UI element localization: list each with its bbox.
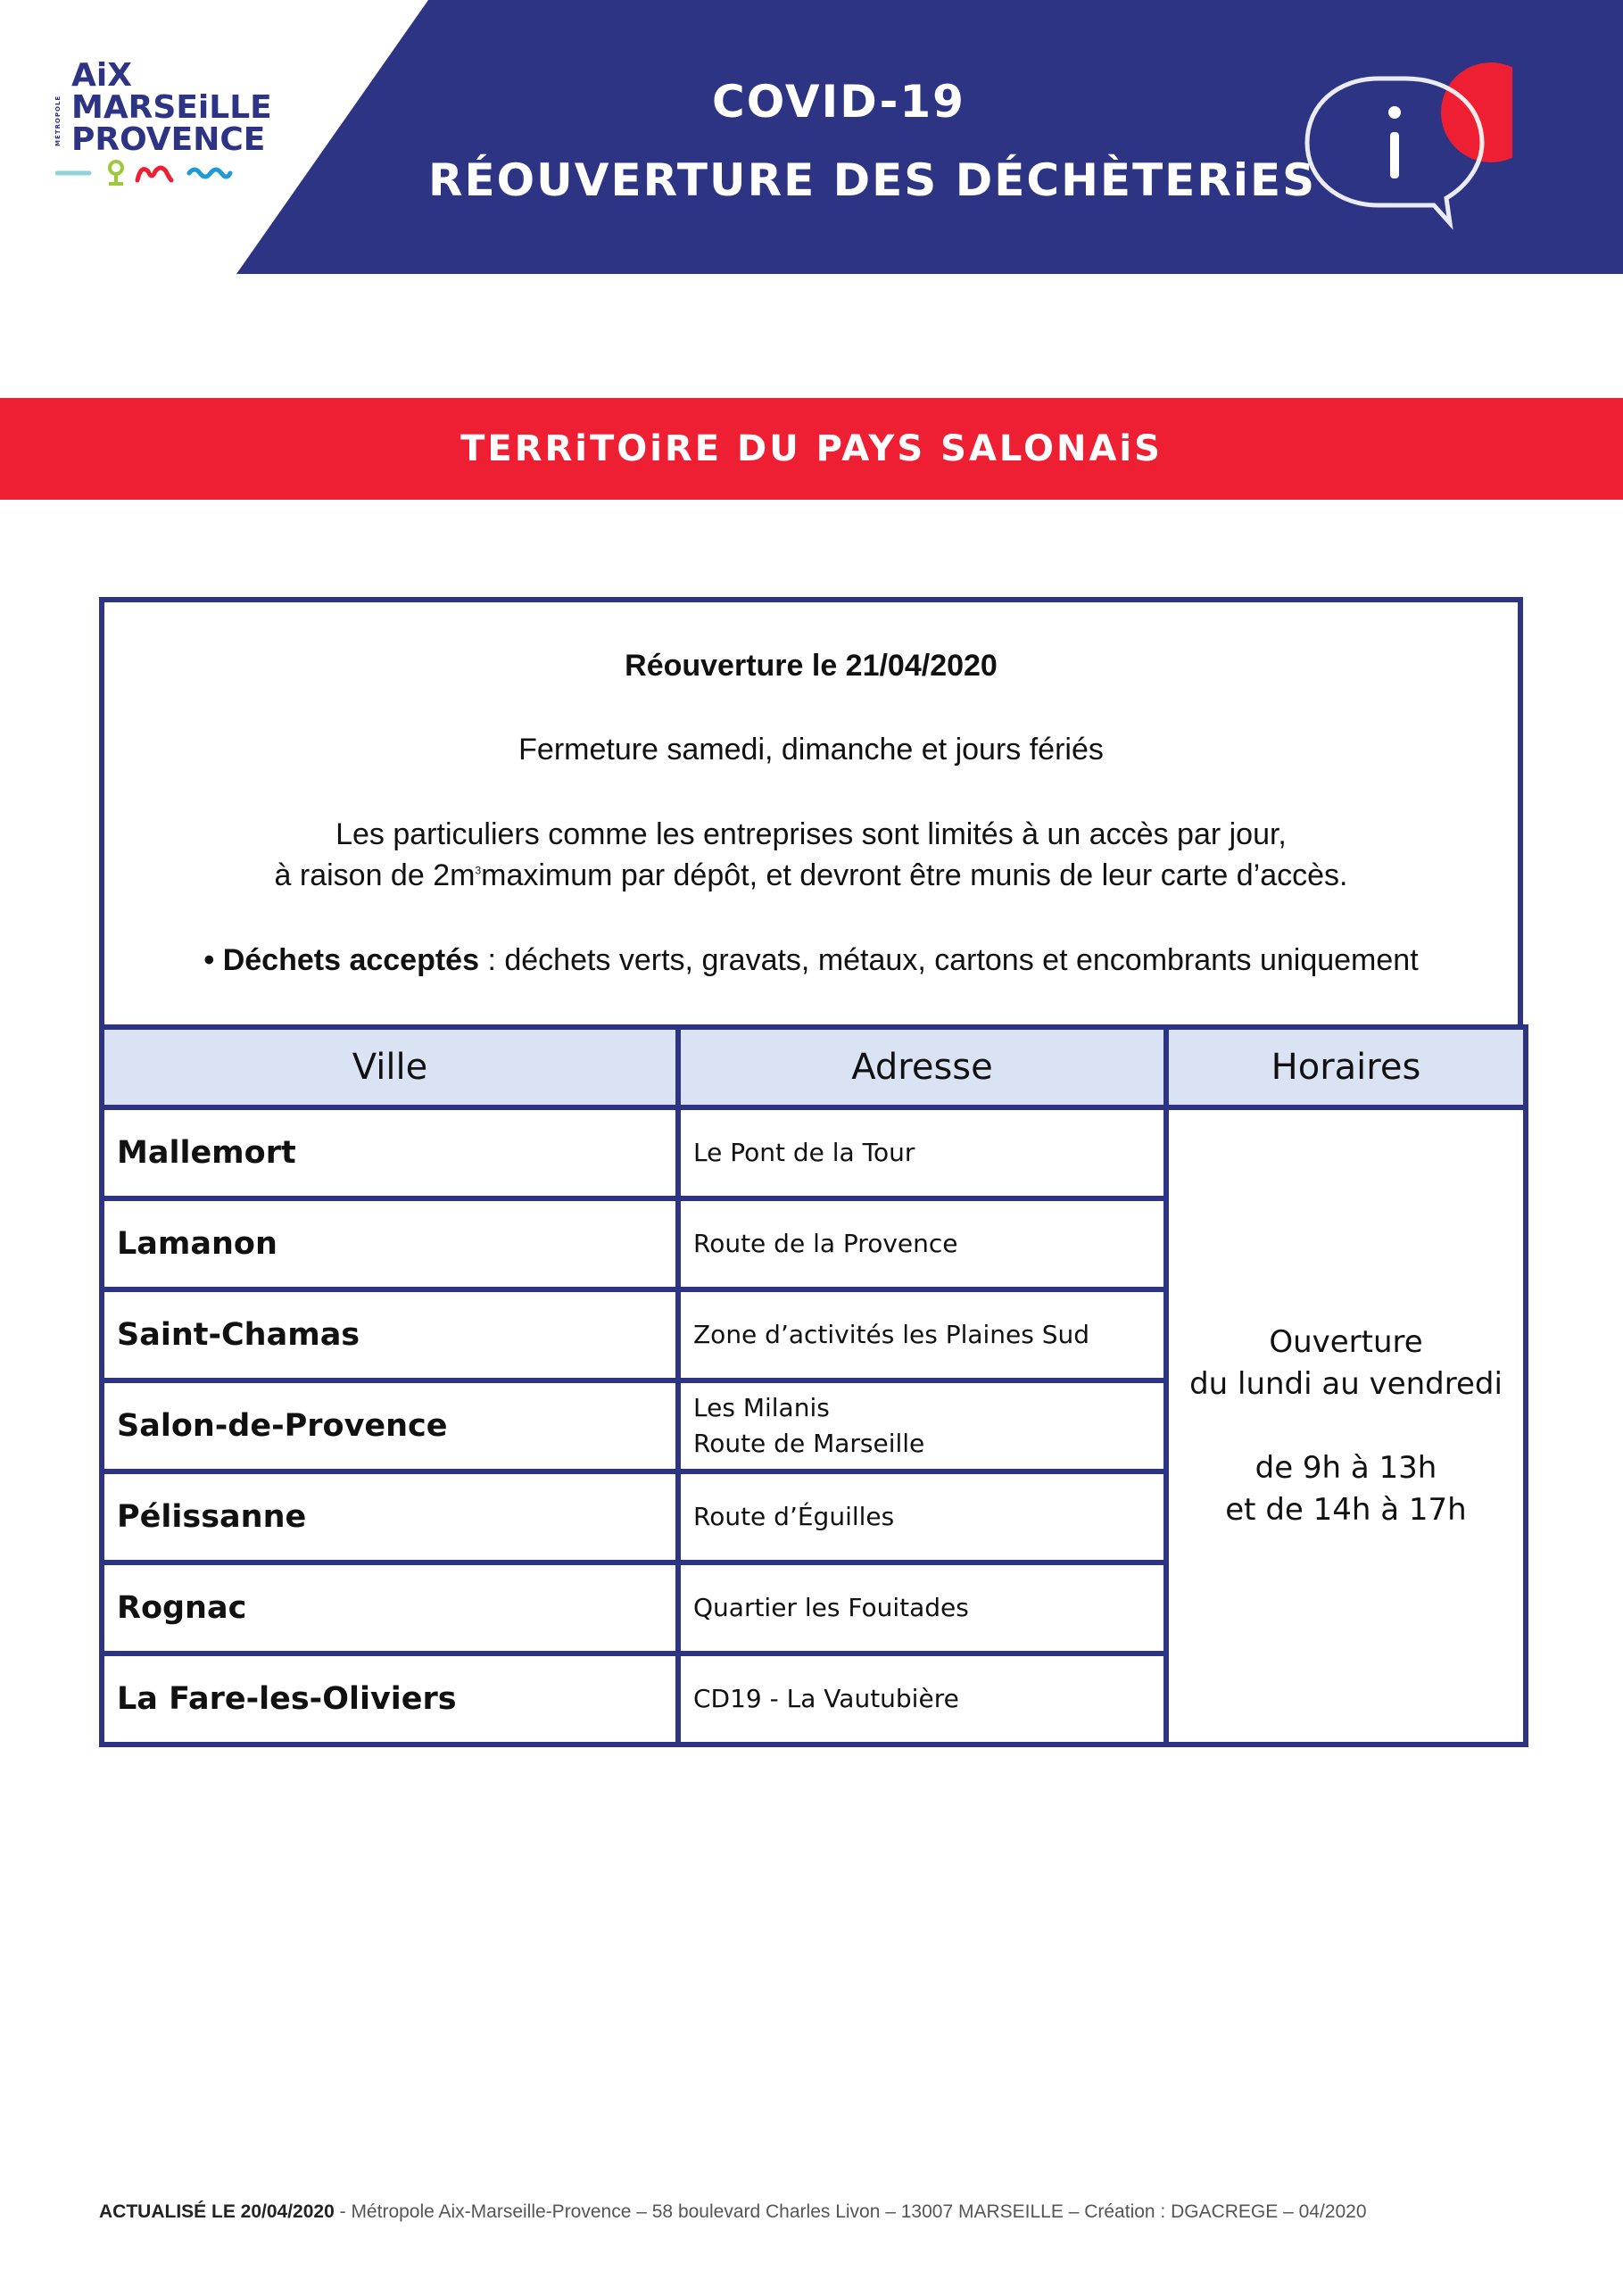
reopening-date: Réouverture le 21/04/2020	[625, 649, 998, 683]
column-header-horaires: Horaires	[1166, 1027, 1526, 1107]
title-line-covid: COVID-19	[712, 76, 965, 128]
volume-superscript: 3	[475, 864, 482, 877]
logo-wave-marks-icon	[55, 159, 269, 189]
table-header-row	[102, 1027, 1526, 1107]
horaires-gap	[1169, 1405, 1523, 1447]
cell-adresse	[678, 1380, 1166, 1471]
table-row	[102, 1107, 1526, 1198]
access-limit-line: Les particuliers comme les entreprises sont limités à un accès par jour,	[335, 817, 1287, 851]
info-box	[99, 597, 1523, 1026]
cell-adresse-line-2: Route de Marseille	[693, 1429, 925, 1458]
accepted-waste-label: Déchets acceptés	[222, 943, 479, 977]
logo-line-provence: PROVENCE	[71, 121, 266, 158]
cell-ville: Mallemort	[102, 1107, 678, 1198]
footer-credits: - Métropole Aix-Marseille-Provence – 58 boulevard Charles Livon – 13007 MARSEILLE – Création : DGACREGE – 04/2020	[334, 2201, 1367, 2222]
cell-adresse: Route de la Provence	[678, 1198, 1166, 1289]
access-volume-line	[104, 858, 1518, 893]
dechetteries-table	[99, 1024, 1528, 1747]
metropole-logo	[54, 57, 272, 193]
volume-prefix: à raison de 2m	[274, 858, 476, 892]
logo-line-marseille: MARSEiLLE	[71, 89, 272, 126]
info-bubble-icon	[1298, 55, 1512, 234]
footer-updated: ACTUALISÉ LE 20/04/2020	[99, 2201, 335, 2222]
cell-adresse-line-1: Les Milanis	[693, 1393, 830, 1422]
logo-line-aix: AiX	[71, 57, 132, 94]
accepted-waste-list: : déchets verts, gravats, métaux, cartons et encombrants uniquement	[479, 943, 1419, 977]
cell-adresse: Route d’Éguilles	[678, 1471, 1166, 1562]
cell-ville: Saint-Chamas	[102, 1289, 678, 1380]
horaires-line-2: du lundi au vendredi	[1189, 1365, 1503, 1402]
horaires-line-3: de 9h à 13h	[1255, 1449, 1437, 1486]
title-line-reouverture: RÉOUVERTURE DES DÉCHÈTERiES	[428, 154, 1317, 206]
page-title	[428, 62, 1317, 220]
accepted-waste-line	[104, 943, 1518, 978]
volume-suffix: maximum par dépôt, et devront être munis de leur carte d’accès.	[481, 858, 1348, 892]
column-header-adresse: Adresse	[678, 1027, 1166, 1107]
cell-horaires	[1166, 1107, 1526, 1745]
horaires-line-4: et de 14h à 17h	[1225, 1491, 1467, 1528]
closure-notice: Fermeture samedi, dimanche et jours fériés	[518, 733, 1104, 767]
footer	[99, 2201, 1367, 2223]
bullet: •	[203, 943, 223, 977]
cell-adresse: Le Pont de la Tour	[678, 1107, 1166, 1198]
column-header-ville: Ville	[102, 1027, 678, 1107]
cell-adresse: Zone d’activités les Plaines Sud	[678, 1289, 1166, 1380]
cell-ville: Pélissanne	[102, 1471, 678, 1562]
cell-ville: Salon-de-Provence	[102, 1380, 678, 1471]
cell-ville: La Fare-les-Oliviers	[102, 1654, 678, 1745]
territory-band: TERRiTOiRE DU PAYS SALONAiS	[0, 398, 1623, 500]
logo-vertical-text: MÉTROPOLE	[54, 95, 62, 146]
horaires-line-1: Ouverture	[1269, 1323, 1423, 1360]
cell-adresse: Quartier les Fouitades	[678, 1562, 1166, 1654]
cell-ville: Lamanon	[102, 1198, 678, 1289]
cell-adresse: CD19 - La Vautubière	[678, 1654, 1166, 1745]
cell-ville: Rognac	[102, 1562, 678, 1654]
